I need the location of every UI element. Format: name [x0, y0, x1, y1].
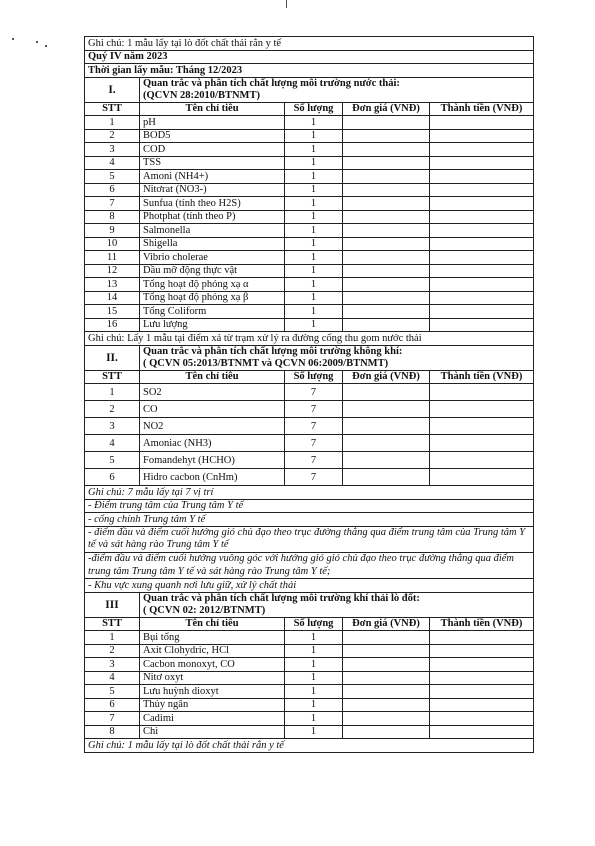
header-total: Thành tiền (VNĐ) [430, 370, 534, 384]
row-quantity: 1 [285, 237, 343, 251]
row-unit-price [343, 170, 430, 184]
row-stt: 4 [85, 435, 140, 452]
header-price: Đơn giá (VNĐ) [343, 102, 430, 116]
quote-table [84, 36, 534, 753]
row-unit-price [343, 237, 430, 251]
row-quantity: 7 [285, 418, 343, 435]
row-quantity: 1 [285, 685, 343, 699]
row-total [430, 318, 534, 332]
row-stt: 7 [85, 197, 140, 211]
row-total [430, 237, 534, 251]
row-unit-price [343, 156, 430, 170]
row-indicator-name: Salmonella [140, 224, 285, 238]
header-qty: Số lượng [285, 370, 343, 384]
table-row [85, 116, 534, 130]
row-stt: 3 [85, 418, 140, 435]
row-stt: 3 [85, 143, 140, 157]
row-stt: 6 [85, 469, 140, 486]
row-unit-price [343, 418, 430, 435]
row-stt: 9 [85, 224, 140, 238]
section-number: I. [85, 77, 140, 102]
row-total [430, 210, 534, 224]
table-row [85, 143, 534, 157]
row-quantity: 1 [285, 698, 343, 712]
table-row [85, 305, 534, 319]
row-indicator-name: CO [140, 401, 285, 418]
row-quantity: 7 [285, 469, 343, 486]
row-indicator-name: Cadimi [140, 712, 285, 726]
table-row [85, 129, 534, 143]
row-unit-price [343, 469, 430, 486]
row-total [430, 644, 534, 658]
section-note: Ghi chú: 1 mẫu lấy tại lò đốt chất thải rắn y tế [85, 739, 534, 753]
row-quantity: 7 [285, 435, 343, 452]
row-unit-price [343, 644, 430, 658]
row-indicator-name: SO2 [140, 384, 285, 401]
row-quantity: 7 [285, 401, 343, 418]
row-indicator-name: Shigella [140, 237, 285, 251]
row-unit-price [343, 698, 430, 712]
quarter-label: Quý IV năm 2023 [85, 50, 534, 64]
row-indicator-name: Axit Clohydric, HCl [140, 644, 285, 658]
row-indicator-name: pH [140, 116, 285, 130]
row-quantity: 1 [285, 251, 343, 265]
table-row [85, 278, 534, 292]
row-stt: 3 [85, 658, 140, 672]
row-unit-price [343, 452, 430, 469]
table-row [85, 291, 534, 305]
row-quantity: 1 [285, 264, 343, 278]
table-row [85, 210, 534, 224]
row-unit-price [343, 251, 430, 265]
table-header [85, 102, 534, 116]
row-stt: 7 [85, 712, 140, 726]
row-indicator-name: Lưu huỳnh dioxyt [140, 685, 285, 699]
row-indicator-name: COD [140, 143, 285, 157]
table-row [85, 197, 534, 211]
header-stt: STT [85, 102, 140, 116]
row-total [430, 698, 534, 712]
row-total [430, 725, 534, 739]
row-total [430, 631, 534, 645]
row-total [430, 305, 534, 319]
row-stt: 1 [85, 116, 140, 130]
table-row [85, 671, 534, 685]
row-stt: 4 [85, 156, 140, 170]
row-indicator-name: Cacbon monoxyt, CO [140, 658, 285, 672]
row-quantity: 7 [285, 452, 343, 469]
table-row [85, 725, 534, 739]
table-row [85, 658, 534, 672]
section-note: - điểm đầu và điểm cuối hướng gió chủ đạo theo trục đường thẳng qua điểm trung tâm của Trung tâm Y tế và sát hàng rào Trung tâm Y tế [85, 526, 534, 552]
row-unit-price [343, 712, 430, 726]
table-row [85, 685, 534, 699]
row-indicator-name: Lưu lượng [140, 318, 285, 332]
table-row [85, 224, 534, 238]
table-row [85, 631, 534, 645]
row-total [430, 264, 534, 278]
header-total: Thành tiền (VNĐ) [430, 617, 534, 631]
row-unit-price [343, 318, 430, 332]
row-indicator-name: Dầu mỡ động thực vật [140, 264, 285, 278]
row-indicator-name: Hidro cacbon (CnHm) [140, 469, 285, 486]
row-indicator-name: BOD5 [140, 129, 285, 143]
row-indicator-name: Chì [140, 725, 285, 739]
row-indicator-name: Sunfua (tính theo H2S) [140, 197, 285, 211]
row-indicator-name: Thủy ngân [140, 698, 285, 712]
row-unit-price [343, 197, 430, 211]
row-stt: 5 [85, 170, 140, 184]
row-unit-price [343, 305, 430, 319]
row-quantity: 1 [285, 156, 343, 170]
row-total [430, 251, 534, 265]
row-stt: 2 [85, 129, 140, 143]
row-quantity: 1 [285, 671, 343, 685]
row-total [430, 418, 534, 435]
row-total [430, 671, 534, 685]
row-stt: 8 [85, 725, 140, 739]
row-indicator-name: Bụi tổng [140, 631, 285, 645]
row-quantity: 1 [285, 291, 343, 305]
row-quantity: 1 [285, 197, 343, 211]
row-unit-price [343, 278, 430, 292]
document-page [84, 36, 533, 753]
row-quantity: 1 [285, 210, 343, 224]
row-total [430, 712, 534, 726]
row-unit-price [343, 384, 430, 401]
row-stt: 8 [85, 210, 140, 224]
row-indicator-name: NO2 [140, 418, 285, 435]
table-row [85, 264, 534, 278]
table-row [85, 156, 534, 170]
table-row [85, 318, 534, 332]
table-row [85, 170, 534, 184]
row-stt: 6 [85, 183, 140, 197]
scan-mark [45, 45, 47, 47]
row-total [430, 143, 534, 157]
row-unit-price [343, 264, 430, 278]
table-row [85, 712, 534, 726]
row-indicator-name: Nitơrat (NO3-) [140, 183, 285, 197]
row-quantity: 1 [285, 183, 343, 197]
row-stt: 13 [85, 278, 140, 292]
row-total [430, 116, 534, 130]
row-stt: 1 [85, 384, 140, 401]
row-stt: 11 [85, 251, 140, 265]
section-title: Quan trắc và phân tích chất lượng môi trường không khí: ( QCVN 05:2013/BTNMT và QCVN 06:2009/BTNMT) [140, 345, 534, 370]
header-qty: Số lượng [285, 102, 343, 116]
row-stt: 2 [85, 644, 140, 658]
sampling-time: Thời gian lấy mẫu: Tháng 12/2023 [85, 64, 534, 78]
row-indicator-name: Tổng hoạt độ phóng xạ α [140, 278, 285, 292]
row-total [430, 435, 534, 452]
section-title: Quan trắc và phân tích chất lượng môi trường nước thải: (QCVN 28:2010/BTNMT) [140, 77, 534, 102]
table-row [85, 401, 534, 418]
row-total [430, 224, 534, 238]
row-indicator-name: Tổng Coliform [140, 305, 285, 319]
row-unit-price [343, 435, 430, 452]
header-stt: STT [85, 370, 140, 384]
row-total [430, 452, 534, 469]
row-stt: 10 [85, 237, 140, 251]
row-unit-price [343, 401, 430, 418]
header-qty: Số lượng [285, 617, 343, 631]
row-quantity: 1 [285, 305, 343, 319]
header-total: Thành tiền (VNĐ) [430, 102, 534, 116]
row-total [430, 685, 534, 699]
row-quantity: 1 [285, 129, 343, 143]
section-note: - cổng chính Trung tâm Y tế [85, 513, 534, 527]
row-stt: 16 [85, 318, 140, 332]
row-stt: 4 [85, 671, 140, 685]
row-total [430, 156, 534, 170]
row-stt: 14 [85, 291, 140, 305]
row-unit-price [343, 129, 430, 143]
row-stt: 5 [85, 685, 140, 699]
row-stt: 12 [85, 264, 140, 278]
row-stt: 5 [85, 452, 140, 469]
table-header [85, 370, 534, 384]
header-price: Đơn giá (VNĐ) [343, 617, 430, 631]
row-stt: 15 [85, 305, 140, 319]
table-row [85, 452, 534, 469]
section-title: Quan trắc và phân tích chất lượng môi trường khí thải lò đốt: ( QCVN 02: 2012/BTNMT) [140, 592, 534, 617]
table-row [85, 251, 534, 265]
row-total [430, 278, 534, 292]
row-unit-price [343, 671, 430, 685]
table-header [85, 617, 534, 631]
table-row [85, 469, 534, 486]
row-total [430, 469, 534, 486]
row-unit-price [343, 685, 430, 699]
row-total [430, 384, 534, 401]
section-note: Ghi chú: 7 mẫu lấy tại 7 vị trí [85, 486, 534, 500]
section-note: - Khu vực xung quanh nơi lưu giữ, xử lý chất thải [85, 579, 534, 593]
row-unit-price [343, 183, 430, 197]
row-stt: 6 [85, 698, 140, 712]
row-total [430, 183, 534, 197]
table-row [85, 698, 534, 712]
row-unit-price [343, 210, 430, 224]
header-name: Tên chỉ tiêu [140, 370, 285, 384]
row-indicator-name: Amoniac (NH3) [140, 435, 285, 452]
table-row [85, 418, 534, 435]
row-unit-price [343, 143, 430, 157]
scan-mark [286, 0, 287, 8]
row-quantity: 1 [285, 170, 343, 184]
section-number: II. [85, 345, 140, 370]
row-total [430, 170, 534, 184]
section-number: III [85, 592, 140, 617]
row-total [430, 401, 534, 418]
row-indicator-name: Photphat (tính theo P) [140, 210, 285, 224]
row-total [430, 291, 534, 305]
section-note: Ghi chú: Lấy 1 mẫu tại điểm xả từ trạm xử lý ra đường cống thu gom nước thải [85, 332, 534, 346]
section-note: -điểm đầu và điểm cuối hướng vuông góc với hướng gió gió chủ đạo theo trục đường thẳng qua điểm trung tâm Trung tâm Y tế và sát hàng rào Trung tâm Y tế; [85, 552, 534, 578]
row-unit-price [343, 116, 430, 130]
table-row [85, 384, 534, 401]
table-row [85, 435, 534, 452]
header-price: Đơn giá (VNĐ) [343, 370, 430, 384]
table-row [85, 183, 534, 197]
row-quantity: 1 [285, 658, 343, 672]
row-quantity: 1 [285, 725, 343, 739]
row-indicator-name: Tổng hoạt độ phóng xạ β [140, 291, 285, 305]
row-quantity: 1 [285, 318, 343, 332]
row-unit-price [343, 658, 430, 672]
row-indicator-name: Nitơ oxyt [140, 671, 285, 685]
row-quantity: 1 [285, 644, 343, 658]
table-row [85, 644, 534, 658]
row-stt: 1 [85, 631, 140, 645]
row-stt: 2 [85, 401, 140, 418]
row-indicator-name: Fomandehyt (HCHO) [140, 452, 285, 469]
header-name: Tên chỉ tiêu [140, 102, 285, 116]
row-unit-price [343, 725, 430, 739]
row-unit-price [343, 631, 430, 645]
row-quantity: 1 [285, 278, 343, 292]
row-indicator-name: Amoni (NH4+) [140, 170, 285, 184]
scan-mark [12, 38, 14, 40]
row-indicator-name: TSS [140, 156, 285, 170]
row-indicator-name: Vibrio cholerae [140, 251, 285, 265]
header-name: Tên chỉ tiêu [140, 617, 285, 631]
row-unit-price [343, 224, 430, 238]
row-quantity: 1 [285, 224, 343, 238]
header-stt: STT [85, 617, 140, 631]
row-quantity: 1 [285, 712, 343, 726]
top-note: Ghi chú: 1 mẫu lấy tại lò đốt chất thải rắn y tế [85, 37, 534, 51]
row-unit-price [343, 291, 430, 305]
scan-mark [36, 41, 38, 43]
row-quantity: 1 [285, 631, 343, 645]
row-quantity: 1 [285, 116, 343, 130]
row-total [430, 197, 534, 211]
row-total [430, 129, 534, 143]
row-quantity: 7 [285, 384, 343, 401]
row-quantity: 1 [285, 143, 343, 157]
row-total [430, 658, 534, 672]
table-row [85, 237, 534, 251]
section-note: - Điểm trung tâm của Trung tâm Y tế [85, 499, 534, 513]
